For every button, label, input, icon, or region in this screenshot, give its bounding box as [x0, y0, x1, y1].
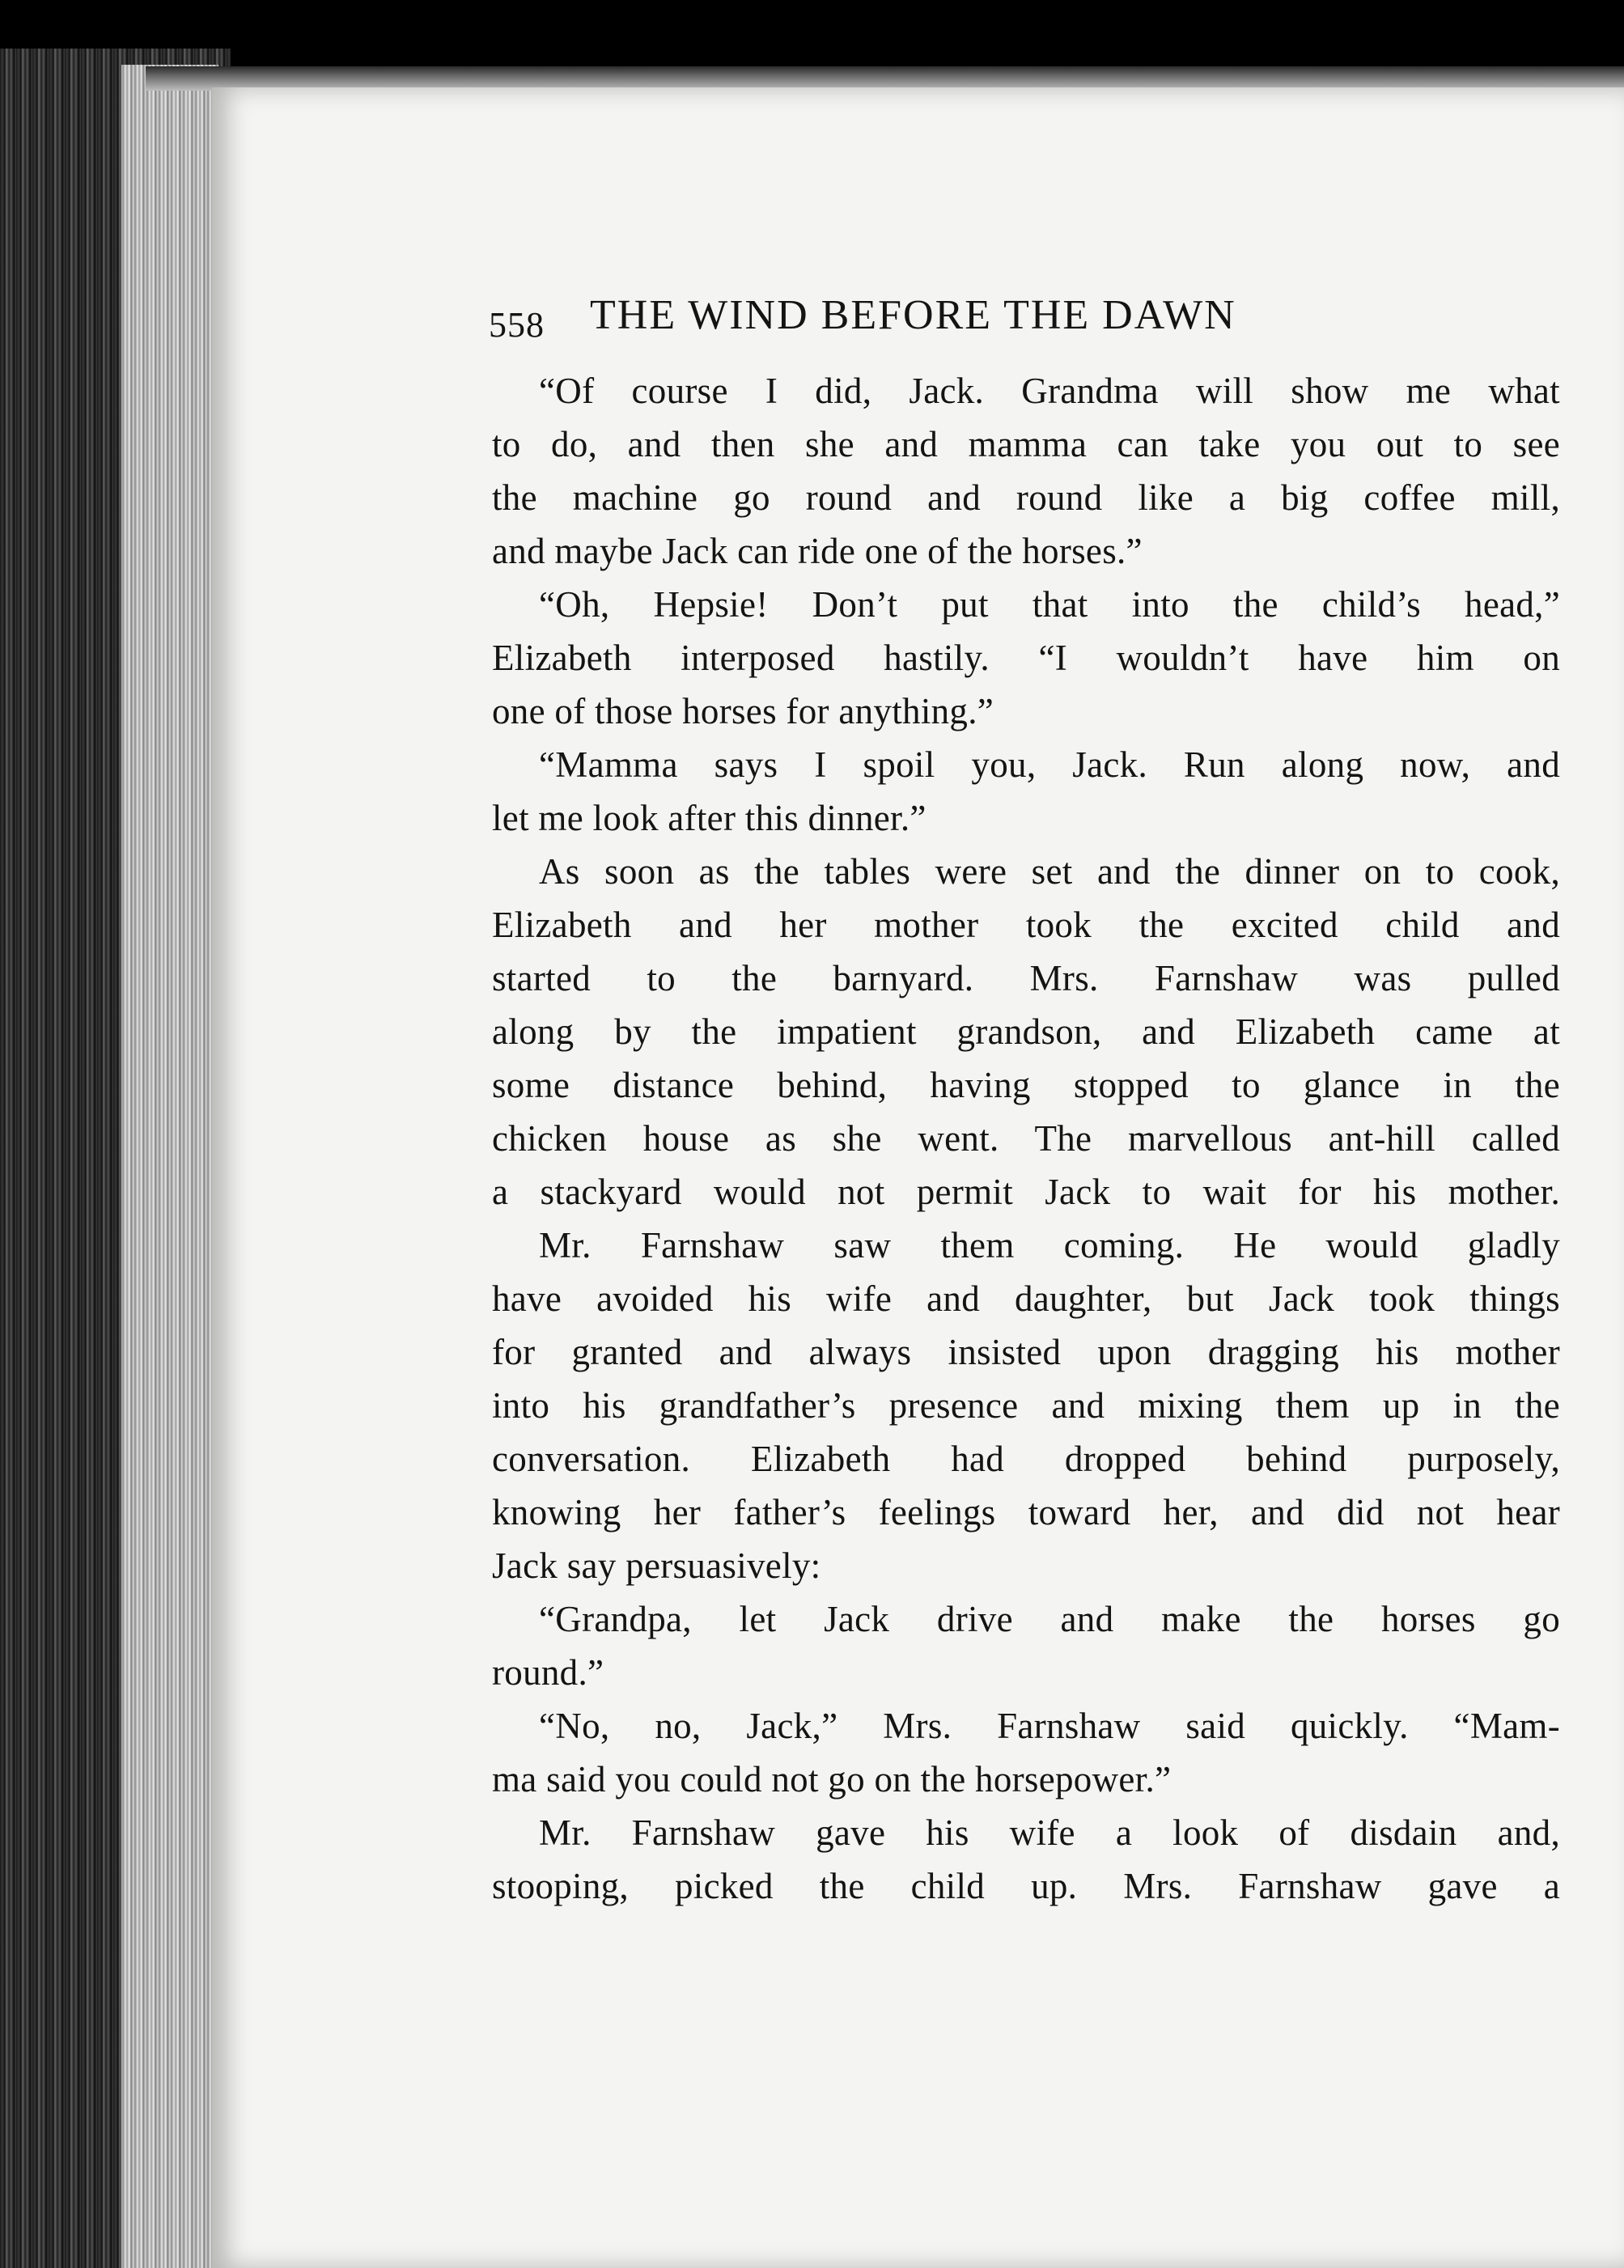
text-line: “Oh, Hepsie! Don’t put that into the child’s head,” [539, 584, 1560, 625]
text-line: Elizabeth interposed hastily. “I wouldn’t have him on [492, 638, 1560, 678]
text-line: and maybe Jack can ride one of the horses.” [492, 531, 1143, 571]
text-line: Jack say persuasively: [492, 1545, 821, 1586]
page-text [489, 291, 1560, 1913]
text-line: for granted and always insisted upon dragging his mother [492, 1332, 1560, 1372]
text-line: one of those horses for anything.” [492, 691, 994, 731]
page-edges [121, 65, 218, 2268]
text-line: “Grandpa, let Jack drive and make the horses go [539, 1599, 1560, 1639]
text-line: into his grandfather’s presence and mixing them up in the [492, 1385, 1560, 1426]
text-line: knowing her father’s feelings toward her, and did not hear [492, 1492, 1560, 1532]
text-line: conversation. Elizabeth had dropped behind purposely, [492, 1439, 1560, 1479]
text-line: ma said you could not go on the horsepower.” [492, 1759, 1172, 1800]
page-number: 558 [489, 305, 545, 345]
text-line: chicken house as she went. The marvellous ant-hill called [492, 1118, 1560, 1159]
text-line: As soon as the tables were set and the dinner on to cook, [539, 851, 1560, 892]
text-line: some distance behind, having stopped to glance in the [492, 1065, 1560, 1105]
text-line: “No, no, Jack,” Mrs. Farnshaw said quickly. “Mam- [539, 1706, 1560, 1746]
text-line: “Mamma says I spoil you, Jack. Run along now, and [539, 744, 1560, 785]
text-line: have avoided his wife and daughter, but Jack took things [492, 1278, 1560, 1319]
text-line: started to the barnyard. Mrs. Farnshaw was pulled [492, 958, 1560, 998]
text-line: a stackyard would not permit Jack to wait for his mother. [492, 1172, 1560, 1212]
book-title: THE WIND BEFORE THE DAWN [590, 292, 1236, 338]
text-line: the machine go round and round like a big coffee mill, [492, 477, 1560, 518]
text-line: along by the impatient grandson, and Elizabeth came at [492, 1011, 1560, 1052]
text-line: Elizabeth and her mother took the excited child and [492, 905, 1560, 945]
text-line: let me look after this dinner.” [492, 798, 926, 838]
text-line: “Of course I did, Jack. Grandma will show me what [539, 371, 1560, 411]
running-head [489, 291, 1560, 348]
text-line: stooping, picked the child up. Mrs. Farnshaw gave a [492, 1866, 1560, 1906]
text-line: Mr. Farnshaw saw them coming. He would gladly [539, 1225, 1560, 1265]
text-line: round.” [492, 1652, 604, 1693]
text-line: to do, and then she and mamma can take you out to see [492, 424, 1560, 464]
text-line: Mr. Farnshaw gave his wife a look of disdain and, [539, 1812, 1560, 1853]
